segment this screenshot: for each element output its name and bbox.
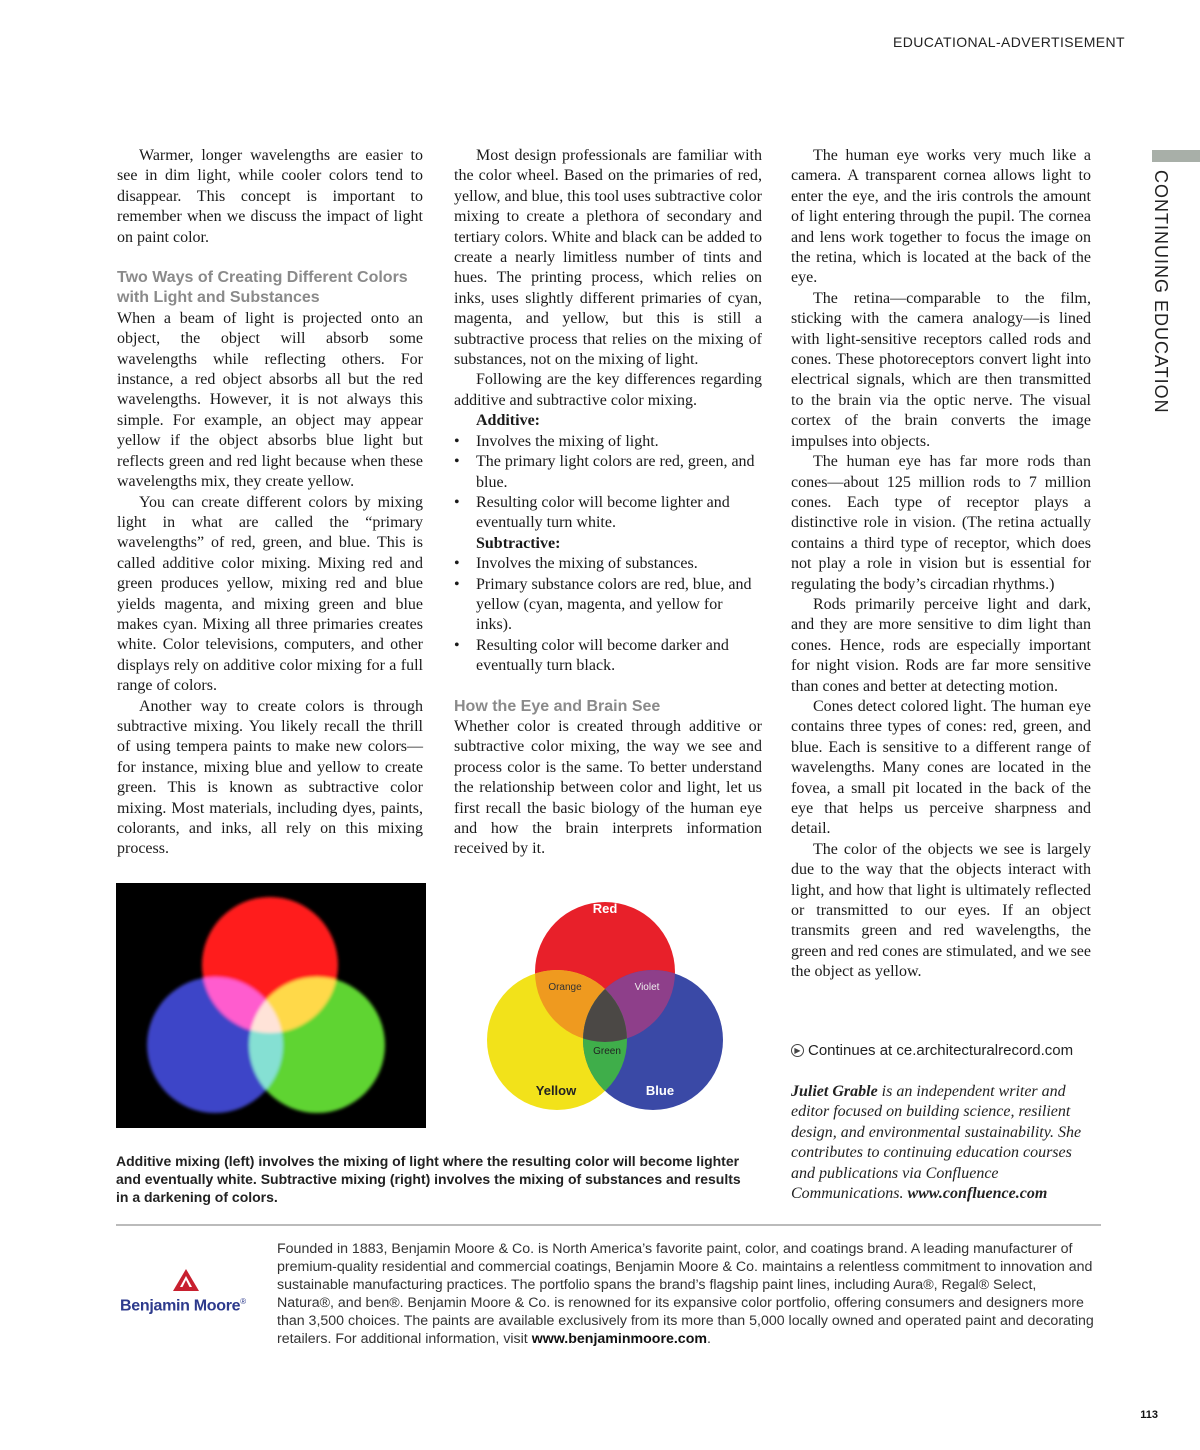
list-item: • Resulting color will become lighter and eventually turn white. [454,493,762,534]
column-2 [454,146,762,860]
benjamin-moore-logo-text: Benjamin Moore® [120,1297,246,1315]
label-blue: Blue [645,1083,675,1098]
footer-text [277,1240,1097,1348]
label-red: Red [592,901,618,916]
subtractive-list [454,554,762,676]
list-item: • Resulting color will become darker and eventually turn black. [454,636,762,677]
paragraph: Rods primarily perceive light and dark, and they are more sensitive to dim light than cones. Hence, rods are especially important for night vision. Rods are far more sensitive than cones and better at detecting motion. [791,595,1091,695]
benjamin-moore-logo-mark-icon [172,1268,200,1292]
additive-list [454,432,762,534]
label-orange: Orange [548,982,582,993]
footer-url[interactable]: www.benjaminmoore.com [531,1331,707,1347]
author-bio-text: is an independent writer and editor focused on building science, resilient design, and environmental sustainability. She contributes to continuing education courses and publications via Confluence Communications. [791,1083,1082,1203]
divider [116,1224,1101,1226]
footer-period: . [706,1331,711,1347]
paragraph: The retina—comparable to the film, sticking with the camera analogy—is lined with light-sensitive receptors called rods and cones. These photoreceptors convert light into electrical signals, which are then transmitted to the brain via the optic nerve. The visual cortex of the brain converts the image impulses into objects. [791,289,1091,450]
list-item: • Primary substance colors are red, blue, and yellow (cyan, magenta, and yellow for inks). [454,575,762,636]
registered-mark: ® [240,1297,246,1306]
paragraph: Another way to create colors is through subtractive mixing. You likely recall the thrill of using tempera paints to make new colors—for instance, mixing blue and yellow to create green. This is known as subtractive color mixing. Most materials, including dyes, paints, colorants, and inks, all rely on this mixing process. [117,697,423,858]
page-number: 113 [1140,1409,1158,1421]
additive-mixing-image [116,883,426,1128]
label-green: Green [593,1046,621,1057]
paragraph: Whether color is created through additive or subtractive color mixing, the way we see and process color is the same. To better understand the relationship between color and light, let us first recall the basic biology of the human eye and how the brain interprets information received by it. [454,717,762,858]
side-tab-label: CONTINUING EDUCATION [1151,170,1171,414]
paragraph: Most design professionals are familiar with the color wheel. Based on the primaries of red, yellow, and blue, this tool uses subtractive color mixing to create a plethora of secondary and tertiary colors. White and black can be added to create a nearly limitless number of tints and hues. The printing process, which relies on inks, uses slightly different primaries of cyan, magenta, and yellow, but this is still a subtractive process that relies on the mixing of substances, not on the mixing of light. [454,147,762,369]
paragraph: Warmer, longer wavelengths are easier to see in dim light, while cooler colors tend to disappear. This concept is important to remember when we discuss the impact of light on paint color. [117,147,423,246]
side-tab-bar [1152,150,1200,162]
figure-caption: Additive mixing (left) involves the mixing of light where the resulting color will become lighter and eventually white. Subtractive mixing (right) involves the mixing of substances and results in a darkening of colors. [116,1153,741,1205]
column-3 [791,146,1091,983]
benjamin-moore-logo [120,1268,255,1318]
section-heading: Two Ways of Creating Different Colors with Light and Substances [117,269,408,307]
paragraph: The color of the objects we see is largely due to the way that the objects interact with light, and how that light is ultimately reflected or transmitted to our eyes. If an object transmits green and red wavelengths, the green and red cones are stimulated, and we see the object as yellow. [791,840,1091,981]
column-1 [117,146,423,860]
paragraph: The human eye has far more rods than cones—about 125 million rods to 7 million cones. Each type of receptor plays a distinctive role in vision. (The retina actually contains a third type of receptor, which does not play a role in vision but is essential for regulating the body’s circadian rhythms.) [791,453,1091,593]
continues-link[interactable] [791,1042,1073,1059]
list-item: • Involves the mixing of substances. [454,554,762,574]
play-arrow-icon: ▶ [791,1044,804,1057]
paragraph: When a beam of light is projected onto an object, the object will absorb some wavelengths while reflecting others. For instance, a red object absorbs all but the red wavelengths. However, it is not always this simple. For example, an object may appear yellow if the object absorbs blue light but reflects green and red light because when these wavelengths mix, they create yellow. [117,309,423,491]
continues-text: Continues at ce.architecturalrecord.com [808,1042,1074,1059]
author-name: Juliet Grable [791,1083,878,1100]
label-yellow: Yellow [535,1083,577,1098]
header-label: EDUCATIONAL-ADVERTISEMENT [893,34,1125,50]
list-item: • Involves the mixing of light. [454,432,762,452]
section-heading: How the Eye and Brain See [454,697,661,715]
subtractive-mixing-image [470,880,740,1140]
author-bio [791,1082,1091,1204]
paragraph: The human eye works very much like a camera. A transparent cornea allows light to enter the eye, and the iris controls the amount of light entering through the pupil. The cornea and lens work together to focus the image on the retina, which is located at the back of the eye. [791,147,1091,287]
label-violet: Violet [634,982,660,993]
author-url[interactable]: www.confluence.com [907,1185,1048,1203]
subtractive-label: Subtractive: [476,534,561,552]
list-item: • The primary light colors are red, green, and blue. [454,452,762,493]
footer-body: Founded in 1883, Benjamin Moore & Co. is North America’s favorite paint, color, and coatings brand. A leading manufacturer of premium-quality residential and commercial coatings, Benjamin Moore & Co. maintains a relentless commitment to innovation and sustainable manufacturing practices. The portfolio spans the brand’s flagship paint lines, including Aura®, Regal® Select, Natura®, and ben®. Benjamin Moore & Co. is renowned for its expansive color portfolio, offering consumers and designers more than 3,500 choices. The paints are available exclusively from its more than 5,000 locally owned and operated paint and decorating retailers. For additional information, visit [277,1241,1094,1347]
paragraph: You can create different colors by mixing light in what are called the “primary wavelengths” of red, green, and blue. This is called additive color mixing. Mixing red and green produces yellow, mixing red and blue yields magenta, and mixing green and blue makes cyan. Mixing all three primaries creates white. Color televisions, computers, and other displays rely on additive color mixing for a full range of colors. [117,493,423,695]
paragraph: Following are the key differences regarding additive and subtractive color mixing. [454,371,762,409]
paragraph: Cones detect colored light. The human eye contains three types of cones: red, green, and blue. Each is sensitive to a different range of wavelengths. Many cones are located in the fovea, a small pit located in the back of the eye that helps us perceive sharpness and detail. [791,697,1091,838]
additive-label: Additive: [476,412,540,430]
